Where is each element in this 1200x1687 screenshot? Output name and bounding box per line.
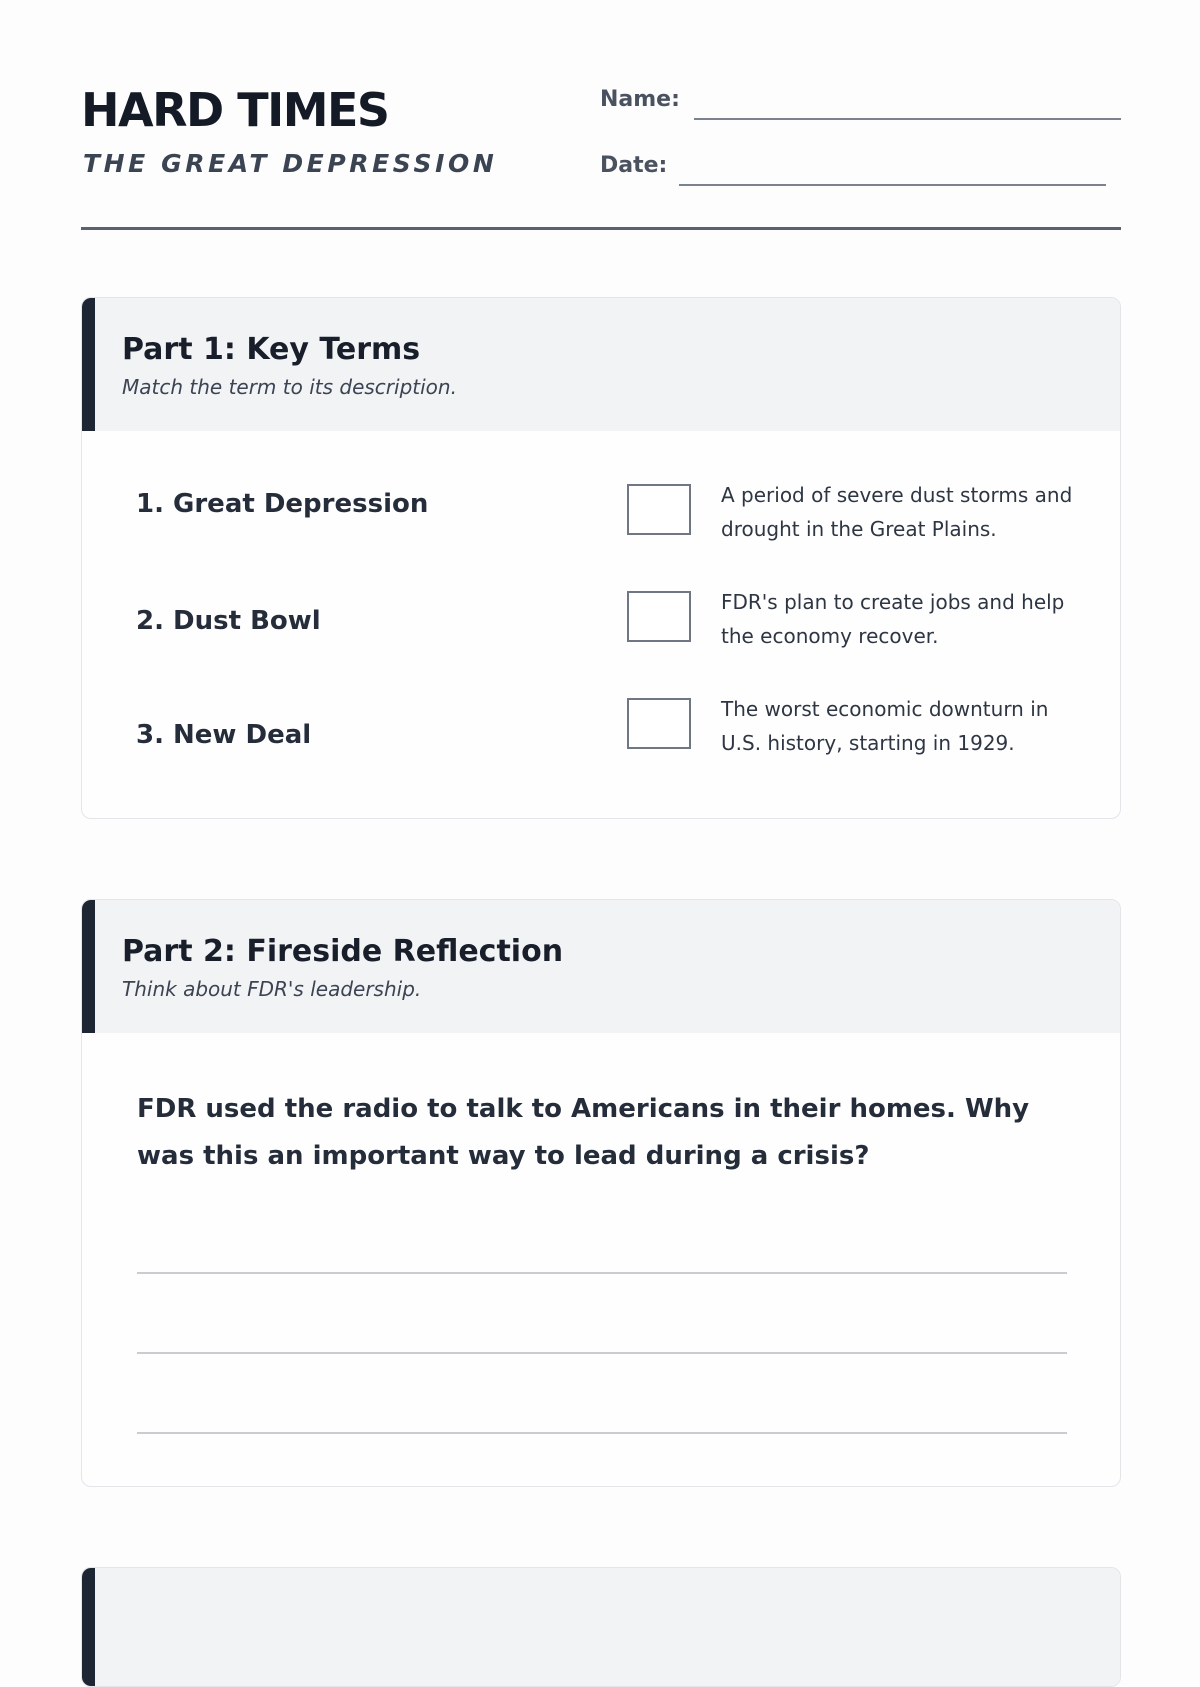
header-divider <box>81 227 1121 230</box>
section-next-part <box>81 1567 1121 1687</box>
date-input-line[interactable] <box>679 184 1106 186</box>
section-header <box>82 1568 1120 1687</box>
name-label: Name: <box>600 87 680 112</box>
term-description: FDR's plan to create jobs and help the economy recover. <box>721 590 1065 648</box>
section-title: Part 1: Key Terms <box>122 332 421 367</box>
answer-box[interactable] <box>627 484 691 535</box>
section-title: Part 2: Fireside Reflection <box>122 934 564 969</box>
match-row <box>81 585 1121 685</box>
match-row <box>81 692 1121 792</box>
answer-line[interactable] <box>137 1272 1067 1274</box>
match-row <box>81 478 1121 578</box>
answer-line[interactable] <box>137 1432 1067 1434</box>
answer-box[interactable] <box>627 591 691 642</box>
section-fireside-reflection <box>81 899 1121 1487</box>
worksheet-header <box>81 0 1121 230</box>
section-header <box>82 298 1120 431</box>
reflection-prompt: FDR used the radio to talk to Americans in their homes. Why was this an important way to lead during a crisis? <box>137 1094 1030 1171</box>
name-input-line[interactable] <box>694 118 1121 120</box>
answer-box[interactable] <box>627 698 691 749</box>
term-label: 2. Dust Bowl <box>136 606 321 636</box>
date-label: Date: <box>600 153 668 178</box>
page-title: HARD TIMES <box>81 83 389 137</box>
answer-line[interactable] <box>137 1352 1067 1354</box>
section-instructions: Think about FDR's leadership. <box>122 977 422 1001</box>
term-description: The worst economic downturn in U.S. history, starting in 1929. <box>721 697 1049 755</box>
section-header <box>82 900 1120 1033</box>
section-instructions: Match the term to its description. <box>122 375 457 399</box>
term-label: 3. New Deal <box>136 720 312 750</box>
page-subtitle: THE GREAT DEPRESSION <box>83 149 498 178</box>
term-description: A period of severe dust storms and drought in the Great Plains. <box>721 483 1073 541</box>
term-label: 1. Great Depression <box>136 489 429 519</box>
